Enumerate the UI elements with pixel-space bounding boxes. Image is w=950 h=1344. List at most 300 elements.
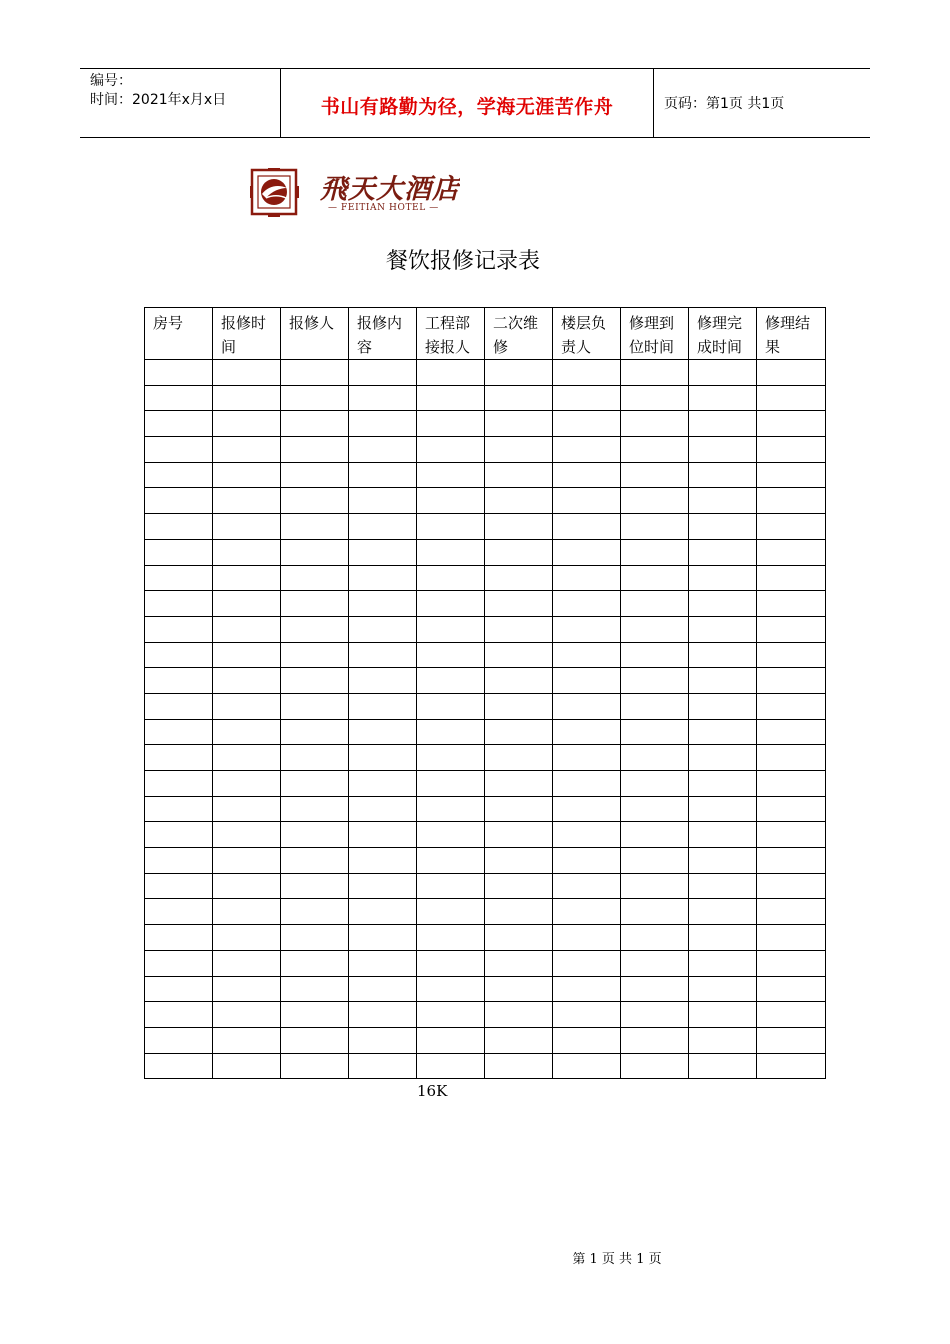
table-cell: [757, 899, 826, 925]
table-cell: [553, 899, 621, 925]
table-row: [145, 925, 826, 951]
table-cell: [281, 385, 349, 411]
table-row: [145, 848, 826, 874]
table-cell: [213, 514, 281, 540]
table-cell: [417, 745, 485, 771]
table-cell: [621, 488, 689, 514]
table-cell: [417, 925, 485, 951]
table-cell: [689, 822, 757, 848]
table-row: [145, 437, 826, 463]
table-cell: [213, 668, 281, 694]
table-cell: [485, 1053, 553, 1079]
table-cell: [757, 385, 826, 411]
table-cell: [757, 668, 826, 694]
table-cell: [485, 385, 553, 411]
table-row: [145, 976, 826, 1002]
document-number-label: 编号：: [90, 73, 132, 89]
table-cell: [349, 668, 417, 694]
table-cell: [145, 411, 213, 437]
table-cell: [485, 848, 553, 874]
table-cell: [689, 1027, 757, 1053]
table-cell: [553, 591, 621, 617]
table-cell: [417, 488, 485, 514]
table-cell: [145, 796, 213, 822]
table-cell: [281, 565, 349, 591]
table-cell: [553, 385, 621, 411]
table-cell: [281, 437, 349, 463]
table-cell: [553, 1002, 621, 1028]
table-cell: [621, 873, 689, 899]
table-cell: [213, 1027, 281, 1053]
svg-text:飛天大酒店: 飛天大酒店: [320, 174, 460, 205]
table-cell: [621, 693, 689, 719]
paper-size-note: 16K: [417, 1082, 448, 1100]
table-cell: [485, 642, 553, 668]
table-cell: [621, 668, 689, 694]
table-cell: [145, 771, 213, 797]
table-cell: [281, 899, 349, 925]
table-cell: [757, 360, 826, 386]
table-cell: [417, 360, 485, 386]
table-cell: [485, 565, 553, 591]
table-cell: [145, 719, 213, 745]
table-cell: [281, 514, 349, 540]
table-cell: [417, 565, 485, 591]
table-cell: [689, 745, 757, 771]
table-cell: [213, 385, 281, 411]
document-header: [80, 68, 870, 138]
table-cell: [485, 437, 553, 463]
table-cell: [213, 360, 281, 386]
table-cell: [689, 642, 757, 668]
table-cell: [553, 873, 621, 899]
table-cell: [281, 411, 349, 437]
table-cell: [689, 899, 757, 925]
table-row: [145, 822, 826, 848]
table-cell: [213, 976, 281, 1002]
table-cell: [689, 950, 757, 976]
table-cell: [689, 437, 757, 463]
table-header-row: [145, 308, 826, 360]
table-cell: [145, 668, 213, 694]
table-cell: [417, 950, 485, 976]
table-cell: [757, 437, 826, 463]
table-row: [145, 360, 826, 386]
table-cell: [281, 1027, 349, 1053]
table-cell: [213, 899, 281, 925]
table-cell: [621, 1053, 689, 1079]
table-cell: [553, 539, 621, 565]
table-cell: [145, 385, 213, 411]
table-cell: [145, 745, 213, 771]
table-row: [145, 899, 826, 925]
table-cell: [145, 514, 213, 540]
table-cell: [417, 719, 485, 745]
table-cell: [689, 771, 757, 797]
table-cell: [349, 976, 417, 1002]
table-cell: [553, 565, 621, 591]
table-cell: [417, 822, 485, 848]
table-cell: [485, 1002, 553, 1028]
table-cell: [757, 950, 826, 976]
table-cell: [757, 693, 826, 719]
table-cell: [485, 745, 553, 771]
table-cell: [757, 565, 826, 591]
table-cell: [689, 539, 757, 565]
table-cell: [281, 796, 349, 822]
table-cell: [281, 745, 349, 771]
table-cell: [349, 488, 417, 514]
table-cell: [757, 411, 826, 437]
table-cell: [553, 925, 621, 951]
column-header: 修理到位时间: [621, 308, 689, 360]
table-cell: [281, 976, 349, 1002]
table-row: [145, 411, 826, 437]
header-meta: [80, 69, 281, 137]
table-cell: [621, 719, 689, 745]
table-cell: [757, 616, 826, 642]
table-cell: [757, 925, 826, 951]
table-row: [145, 796, 826, 822]
table-cell: [213, 616, 281, 642]
table-cell: [417, 642, 485, 668]
table-cell: [213, 462, 281, 488]
table-cell: [213, 745, 281, 771]
table-cell: [349, 385, 417, 411]
table-cell: [145, 360, 213, 386]
table-cell: [349, 565, 417, 591]
column-header: 二次维修: [485, 308, 553, 360]
table-cell: [281, 693, 349, 719]
table-cell: [145, 899, 213, 925]
table-cell: [621, 848, 689, 874]
table-cell: [553, 360, 621, 386]
table-cell: [281, 822, 349, 848]
table-cell: [213, 1053, 281, 1079]
table-cell: [349, 771, 417, 797]
table-cell: [213, 925, 281, 951]
table-cell: [145, 1053, 213, 1079]
table-cell: [485, 925, 553, 951]
table-cell: [349, 719, 417, 745]
table-cell: [417, 668, 485, 694]
table-cell: [757, 771, 826, 797]
table-body: [145, 360, 826, 1079]
table-cell: [689, 848, 757, 874]
table-cell: [213, 488, 281, 514]
table-cell: [281, 539, 349, 565]
table-cell: [621, 591, 689, 617]
table-row: [145, 514, 826, 540]
table-cell: [213, 771, 281, 797]
table-cell: [213, 796, 281, 822]
table-cell: [281, 591, 349, 617]
table-cell: [689, 1002, 757, 1028]
table-cell: [213, 642, 281, 668]
table-cell: [417, 976, 485, 1002]
table-cell: [689, 385, 757, 411]
table-cell: [485, 899, 553, 925]
table-cell: [757, 488, 826, 514]
table-cell: [621, 514, 689, 540]
table-cell: [553, 437, 621, 463]
table-cell: [485, 719, 553, 745]
table-cell: [281, 848, 349, 874]
table-row: [145, 1053, 826, 1079]
table-cell: [689, 360, 757, 386]
table-cell: [349, 899, 417, 925]
table-cell: [757, 796, 826, 822]
table-cell: [213, 719, 281, 745]
table-cell: [145, 616, 213, 642]
table-cell: [349, 1002, 417, 1028]
repair-record-table: [144, 307, 826, 1079]
table-cell: [213, 693, 281, 719]
table-cell: [553, 745, 621, 771]
table-cell: [417, 771, 485, 797]
table-cell: [417, 462, 485, 488]
table-cell: [417, 539, 485, 565]
table-cell: [281, 873, 349, 899]
table-row: [145, 745, 826, 771]
table-cell: [757, 822, 826, 848]
table-cell: [417, 616, 485, 642]
header-motto: 书山有路勤为径，学海无涯苦作舟: [320, 95, 614, 118]
table-cell: [417, 1002, 485, 1028]
table-cell: [145, 488, 213, 514]
table-cell: [757, 745, 826, 771]
table-cell: [145, 950, 213, 976]
header-motto-cell: [281, 69, 654, 137]
table-cell: [689, 488, 757, 514]
table-cell: [757, 976, 826, 1002]
table-cell: [621, 822, 689, 848]
table-cell: [689, 591, 757, 617]
table-row: [145, 591, 826, 617]
table-cell: [757, 514, 826, 540]
table-row: [145, 385, 826, 411]
table-row: [145, 950, 826, 976]
table-cell: [145, 437, 213, 463]
table-cell: [757, 1002, 826, 1028]
table-cell: [145, 565, 213, 591]
table-cell: [689, 873, 757, 899]
table-cell: [485, 591, 553, 617]
table-cell: [349, 360, 417, 386]
table-row: [145, 719, 826, 745]
table-cell: [621, 411, 689, 437]
table-cell: [757, 642, 826, 668]
table-row: [145, 1002, 826, 1028]
table-cell: [281, 668, 349, 694]
column-header: 工程部接报人: [417, 308, 485, 360]
table-cell: [485, 462, 553, 488]
column-header: 房号: [145, 308, 213, 360]
table-cell: [417, 411, 485, 437]
table-cell: [145, 976, 213, 1002]
table-cell: [553, 462, 621, 488]
table-cell: [145, 1002, 213, 1028]
table-cell: [281, 488, 349, 514]
table-cell: [349, 539, 417, 565]
table-cell: [621, 437, 689, 463]
table-cell: [621, 1002, 689, 1028]
table-cell: [553, 616, 621, 642]
table-cell: [349, 950, 417, 976]
table-cell: [757, 462, 826, 488]
table-cell: [757, 591, 826, 617]
table-cell: [349, 848, 417, 874]
table-row: [145, 539, 826, 565]
table-cell: [621, 745, 689, 771]
page-title: 餐饮报修记录表: [385, 249, 540, 274]
table-cell: [485, 360, 553, 386]
table-cell: [281, 950, 349, 976]
table-cell: [485, 668, 553, 694]
table-cell: [689, 514, 757, 540]
table-cell: [553, 514, 621, 540]
table-cell: [349, 873, 417, 899]
table-cell: [689, 565, 757, 591]
table-cell: [689, 796, 757, 822]
table-cell: [417, 873, 485, 899]
table-cell: [145, 642, 213, 668]
table-cell: [349, 437, 417, 463]
table-cell: [485, 693, 553, 719]
table-cell: [417, 1053, 485, 1079]
table-cell: [213, 873, 281, 899]
table-cell: [417, 437, 485, 463]
table-cell: [213, 950, 281, 976]
table-cell: [553, 1053, 621, 1079]
table-cell: [281, 1053, 349, 1079]
table-cell: [621, 385, 689, 411]
table-cell: [553, 719, 621, 745]
table-cell: [553, 693, 621, 719]
table-row: [145, 873, 826, 899]
table-cell: [281, 360, 349, 386]
table-cell: [621, 899, 689, 925]
table-cell: [349, 616, 417, 642]
table-row: [145, 462, 826, 488]
table-cell: [417, 591, 485, 617]
table-cell: [621, 925, 689, 951]
table-cell: [485, 411, 553, 437]
table-cell: [417, 1027, 485, 1053]
table-cell: [689, 719, 757, 745]
table-cell: [349, 1027, 417, 1053]
table-cell: [349, 796, 417, 822]
table-cell: [757, 848, 826, 874]
table-cell: [213, 591, 281, 617]
table-cell: [689, 462, 757, 488]
table-cell: [213, 539, 281, 565]
table-row: [145, 1027, 826, 1053]
table-cell: [145, 539, 213, 565]
table-cell: [281, 925, 349, 951]
table-cell: [621, 565, 689, 591]
column-header: 报修人: [281, 308, 349, 360]
column-header: 修理结果: [757, 308, 826, 360]
table-cell: [349, 591, 417, 617]
document-time-label: 时间：2021年x月x日: [90, 92, 227, 108]
table-cell: [485, 976, 553, 1002]
table-row: [145, 642, 826, 668]
table-cell: [417, 385, 485, 411]
table-cell: [417, 514, 485, 540]
table-cell: [281, 1002, 349, 1028]
table-cell: [485, 771, 553, 797]
table-cell: [417, 899, 485, 925]
table-cell: [757, 719, 826, 745]
table-cell: [417, 848, 485, 874]
table-row: [145, 693, 826, 719]
table-cell: [553, 1027, 621, 1053]
table-cell: [553, 976, 621, 1002]
column-header: 报修内容: [349, 308, 417, 360]
table-cell: [213, 565, 281, 591]
table-cell: [553, 848, 621, 874]
table-cell: [145, 873, 213, 899]
table-cell: [349, 925, 417, 951]
table-cell: [485, 488, 553, 514]
table-cell: [145, 1027, 213, 1053]
table-cell: [621, 462, 689, 488]
table-cell: [485, 822, 553, 848]
table-cell: [621, 771, 689, 797]
table-cell: [349, 642, 417, 668]
table-cell: [417, 693, 485, 719]
table-cell: [145, 591, 213, 617]
table-cell: [213, 822, 281, 848]
table-cell: [689, 411, 757, 437]
table-cell: [689, 925, 757, 951]
table-cell: [553, 642, 621, 668]
column-header: 报修时间: [213, 308, 281, 360]
table-cell: [621, 616, 689, 642]
table-cell: [757, 1053, 826, 1079]
table-cell: [485, 1027, 553, 1053]
hotel-logo-english: — FEITIAN HOTEL —: [328, 203, 439, 213]
table-cell: [485, 796, 553, 822]
table-cell: [349, 514, 417, 540]
table-cell: [349, 745, 417, 771]
table-cell: [553, 668, 621, 694]
table-cell: [349, 462, 417, 488]
table-cell: [621, 950, 689, 976]
page-footer: 第 1 页 共 1 页: [572, 1252, 662, 1267]
table-cell: [281, 771, 349, 797]
table-cell: [621, 642, 689, 668]
table-cell: [553, 822, 621, 848]
table-cell: [281, 462, 349, 488]
table-cell: [689, 693, 757, 719]
column-header: 楼层负责人: [553, 308, 621, 360]
table-cell: [757, 539, 826, 565]
table-cell: [213, 848, 281, 874]
table-cell: [621, 796, 689, 822]
table-cell: [213, 437, 281, 463]
table-cell: [213, 1002, 281, 1028]
table-cell: [553, 950, 621, 976]
table-row: [145, 616, 826, 642]
table-cell: [485, 539, 553, 565]
table-row: [145, 488, 826, 514]
header-page-label: 页码：第1页 共1页: [664, 96, 785, 112]
table-cell: [417, 796, 485, 822]
table-cell: [621, 976, 689, 1002]
table-cell: [349, 693, 417, 719]
